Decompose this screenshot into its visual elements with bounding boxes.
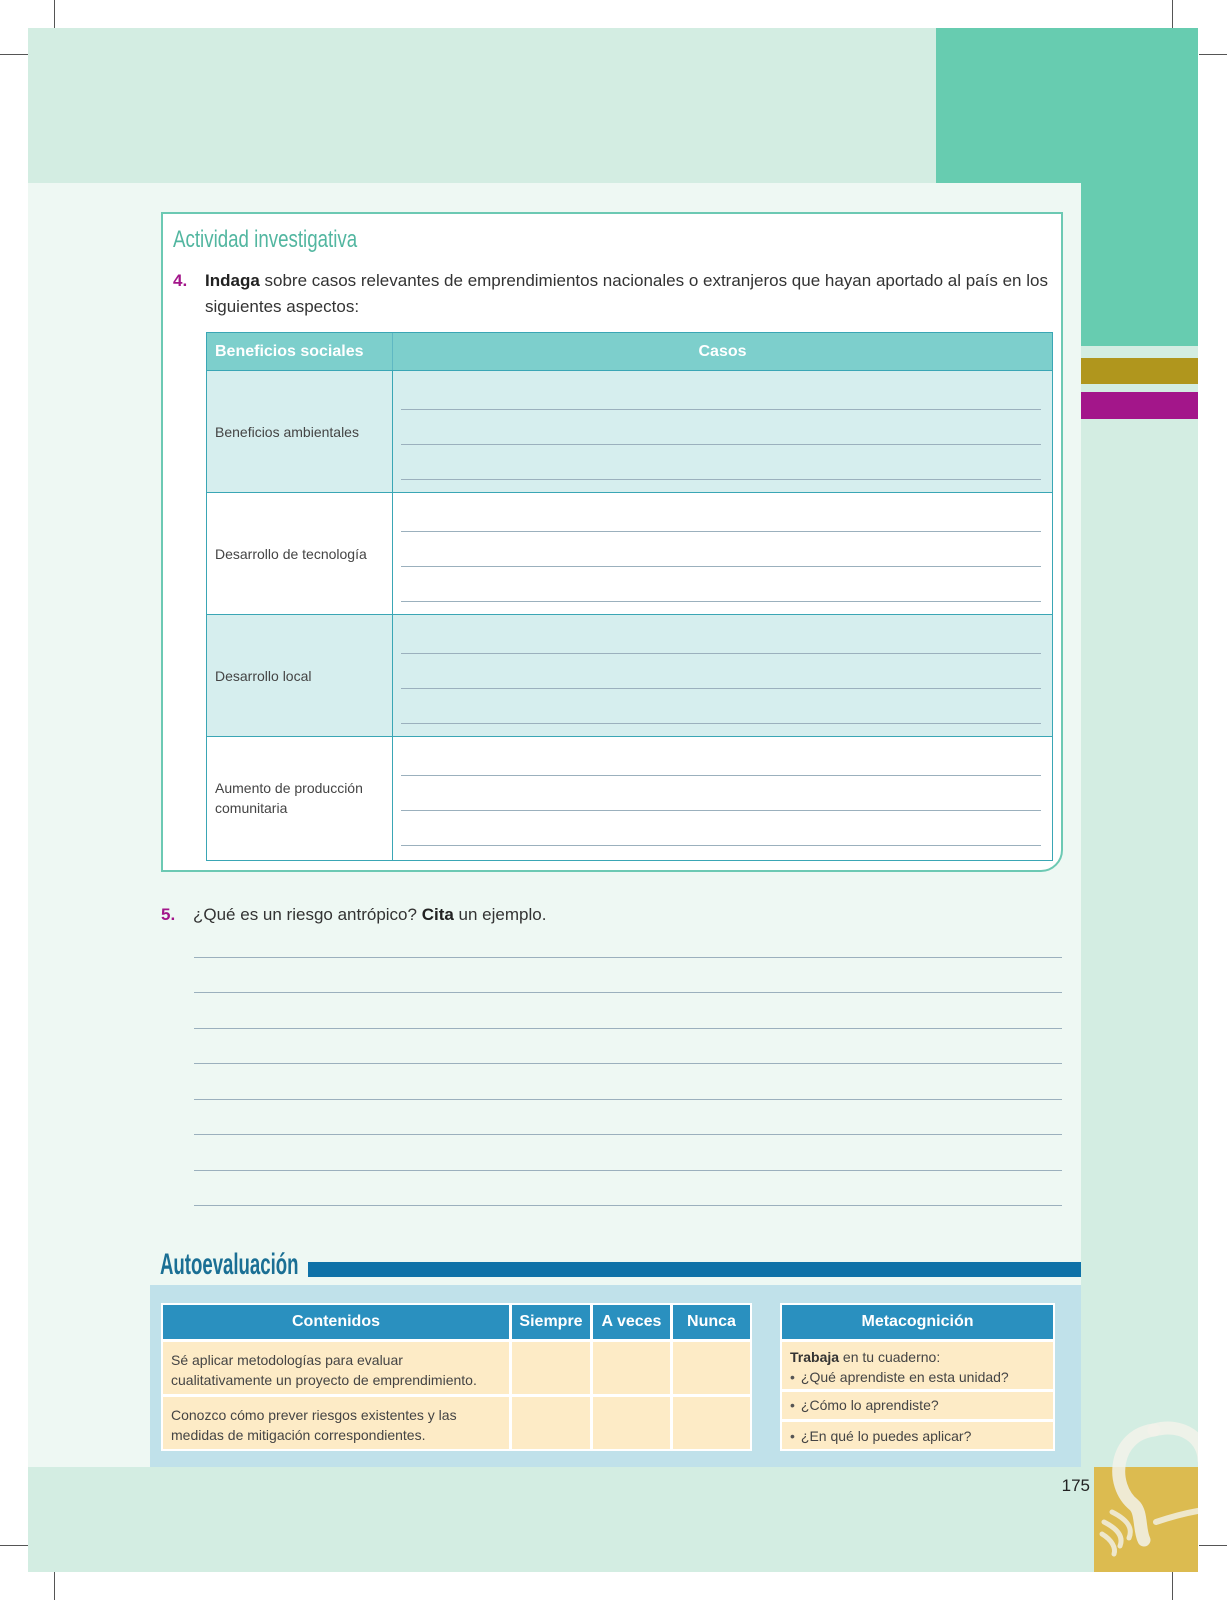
content-cell: Sé aplicar metodologías para evaluar cualitativamente un proyecto de emprendimiento. — [163, 1342, 509, 1394]
answer-line[interactable] — [194, 1099, 1062, 1100]
question-number: 4. — [173, 271, 188, 290]
question-4 — [173, 268, 1053, 316]
question-text: un ejemplo. — [453, 905, 547, 924]
writing-line[interactable] — [401, 810, 1041, 811]
lightbulb-icon — [1094, 1400, 1198, 1572]
answer-line[interactable] — [194, 1063, 1062, 1064]
magenta-tab — [1081, 392, 1198, 419]
crop-mark — [1199, 1545, 1227, 1546]
question-text: ¿Qué es un riesgo antrópico? — [193, 905, 422, 924]
header-label: Beneficios sociales — [215, 343, 364, 360]
writing-line[interactable] — [401, 409, 1041, 410]
row-label: Aumento de producción comunitaria — [215, 780, 363, 816]
question-5 — [161, 902, 1061, 928]
metacognition-item: ¿En qué lo puedes aplicar? — [800, 1428, 972, 1444]
table-header-casos — [393, 333, 1052, 370]
answer-line[interactable] — [194, 1134, 1062, 1135]
header-a-veces: A veces — [593, 1305, 670, 1339]
metacognition-row: • ¿Cómo lo aprendiste? — [782, 1392, 1053, 1419]
metacognition-intro: Trabaja en tu cuaderno: • ¿Qué aprendiste en esta unidad? — [782, 1342, 1053, 1389]
question-number: 5. — [161, 905, 176, 924]
table-row — [207, 736, 1052, 860]
question-verb: Cita — [421, 905, 454, 924]
writing-line[interactable] — [401, 566, 1041, 567]
autoevaluacion-title: Autoevaluación — [160, 1248, 299, 1281]
olive-tab — [1081, 358, 1198, 384]
right-margin-strip — [1081, 346, 1198, 1470]
writing-line[interactable] — [401, 601, 1041, 602]
checkbox-nunca[interactable] — [673, 1397, 750, 1449]
checkbox-nunca[interactable] — [673, 1342, 750, 1394]
checkbox-a-veces[interactable] — [593, 1397, 670, 1449]
writing-line[interactable] — [401, 653, 1041, 654]
self-eval-table — [161, 1303, 752, 1451]
writing-line[interactable] — [401, 688, 1041, 689]
header-contenidos: Contenidos — [163, 1305, 509, 1339]
checkbox-a-veces[interactable] — [593, 1342, 670, 1394]
header-metacognicion: Metacognición — [782, 1305, 1053, 1339]
checkbox-siempre[interactable] — [512, 1342, 590, 1394]
question-text: sobre casos relevantes de emprendimientos nacionales o extranjeros que hayan aportado al país en los siguientes aspectos: — [205, 271, 1048, 316]
metacognition-row: • ¿En qué lo puedes aplicar? — [782, 1422, 1053, 1449]
writing-line[interactable] — [401, 723, 1041, 724]
answer-line[interactable] — [194, 957, 1062, 958]
header-siempre: Siempre — [512, 1305, 590, 1339]
answer-line[interactable] — [194, 992, 1062, 993]
crop-mark — [0, 54, 28, 55]
page-number: 175 — [1061, 1476, 1090, 1495]
row-label: Desarrollo local — [215, 668, 312, 684]
writing-line[interactable] — [401, 531, 1041, 532]
writing-line[interactable] — [401, 775, 1041, 776]
table-row — [207, 614, 1052, 736]
crop-mark — [1199, 54, 1227, 55]
research-table — [206, 332, 1053, 861]
metacognition-item: ¿Qué aprendiste en esta unidad? — [800, 1369, 1009, 1385]
writing-line[interactable] — [401, 444, 1041, 445]
crop-mark — [1172, 1572, 1173, 1600]
table-header-beneficios — [207, 333, 392, 370]
bottom-band — [28, 1467, 1198, 1572]
answer-line[interactable] — [194, 1028, 1062, 1029]
checkbox-siempre[interactable] — [512, 1397, 590, 1449]
crop-mark — [54, 0, 55, 28]
crop-mark — [54, 1572, 55, 1600]
metacognition-item: ¿Cómo lo aprendiste? — [800, 1397, 939, 1413]
content-cell: Conozco cómo prever riesgos existentes y las medidas de mitigación correspondientes. — [163, 1397, 509, 1449]
intro-verb: Trabaja — [790, 1349, 840, 1365]
crop-mark — [1172, 0, 1173, 28]
writing-line[interactable] — [401, 845, 1041, 846]
metacognition-table — [780, 1303, 1055, 1451]
row-label: Desarrollo de tecnología — [215, 546, 367, 562]
answer-line[interactable] — [194, 1205, 1062, 1206]
question-verb: Indaga — [205, 271, 260, 290]
writing-line[interactable] — [401, 479, 1041, 480]
answer-line[interactable] — [194, 1170, 1062, 1171]
header-nunca: Nunca — [673, 1305, 750, 1339]
row-label: Beneficios ambientales — [215, 424, 359, 440]
intro-text: en tu cuaderno: — [839, 1349, 941, 1365]
table-row — [207, 492, 1052, 614]
table-row — [207, 370, 1052, 492]
header-label: Casos — [698, 343, 747, 360]
activity-title: Actividad investigativa — [173, 226, 358, 253]
title-bar — [308, 1262, 1081, 1277]
crop-mark — [0, 1545, 28, 1546]
